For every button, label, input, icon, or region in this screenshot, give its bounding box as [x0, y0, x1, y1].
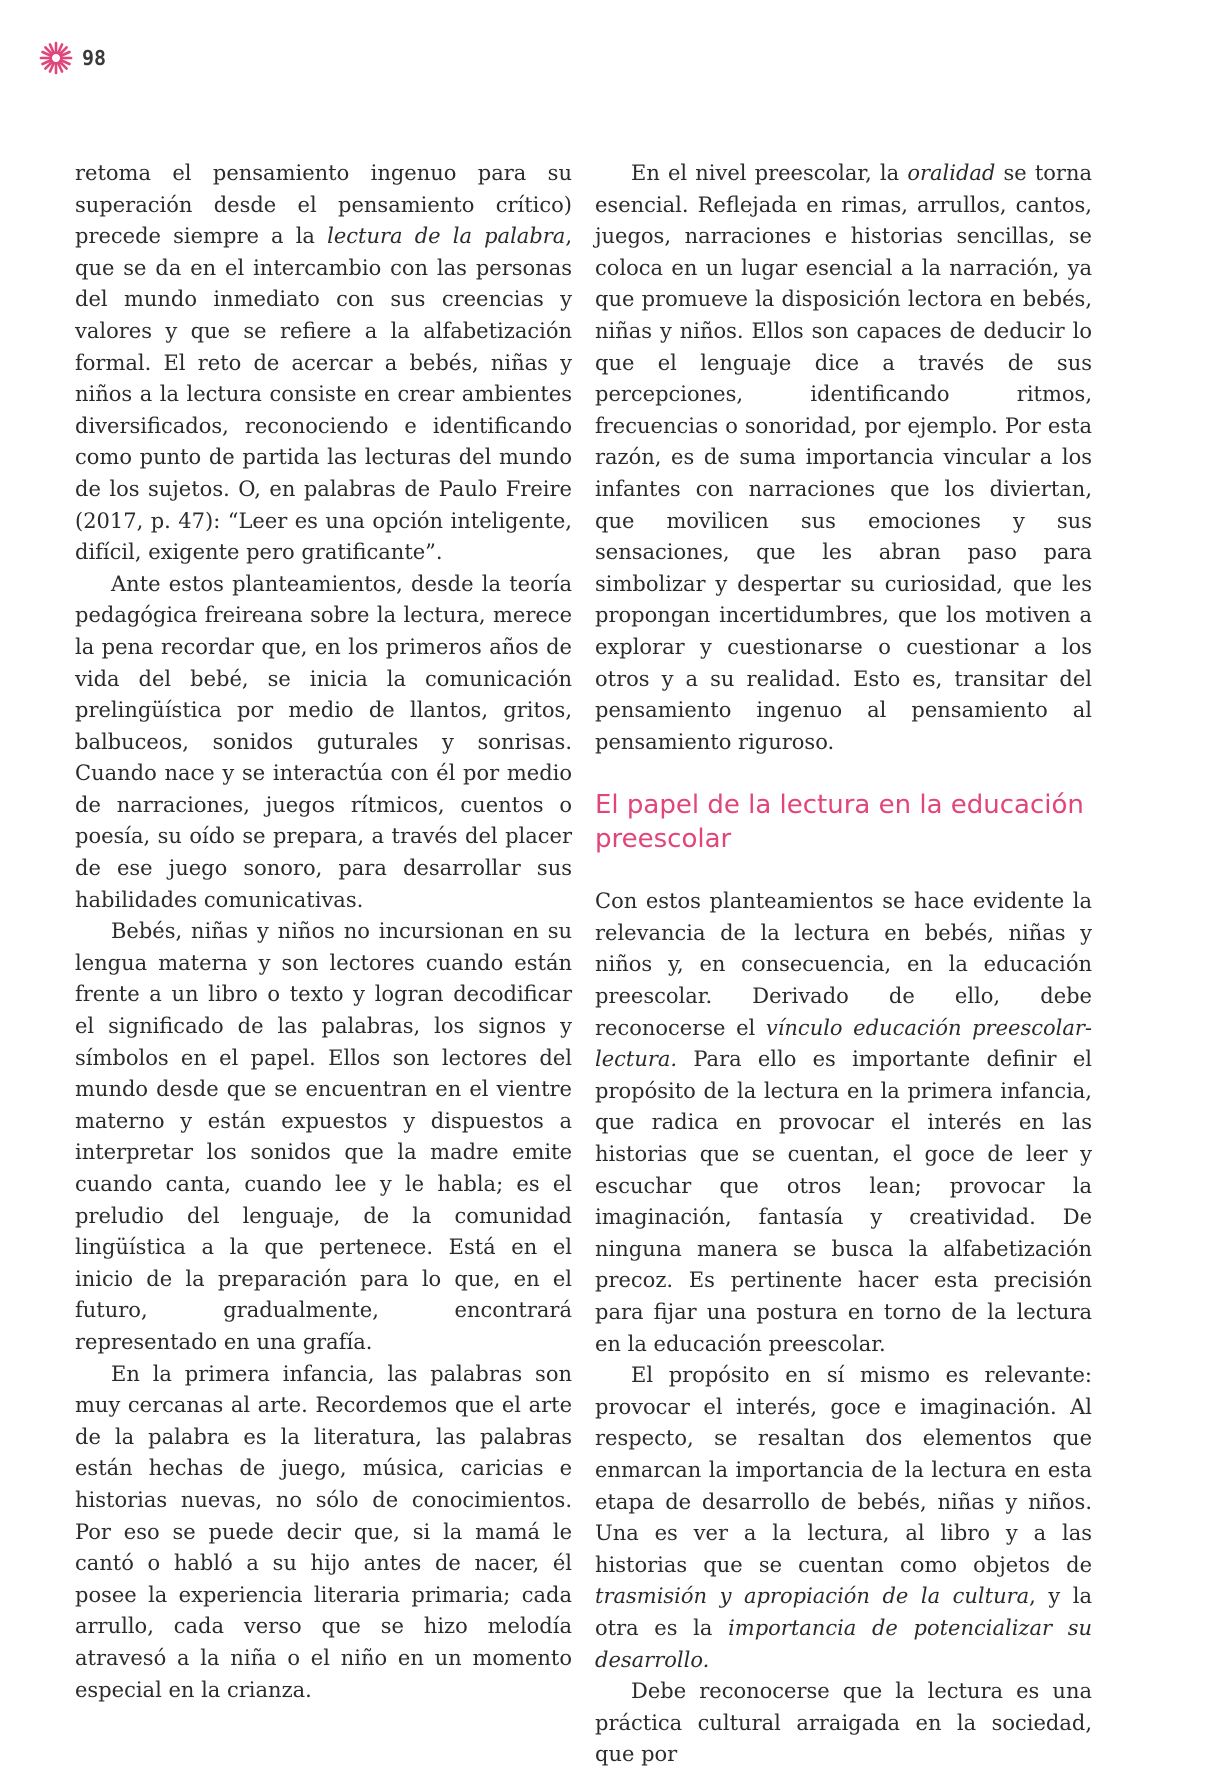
paragraph: Ante estos planteamientos, desde la teoría pedagógica freireana sobre la lectura, merece la pena recordar que, en los primeros años de vida del bebé, se inicia la comunicación prelingüística por medio de llantos, gritos, balbuceos, sonidos guturales y sonrisas. Cuando nace y se interactúa con él por medio de narraciones, juegos rítmicos, cuentos o poesía, su oído se prepara, a través del placer de ese juego sonoro, para desarrollar sus habilidades comunicativas. [75, 571, 572, 912]
emphasis: lectura de la palabra [327, 224, 566, 249]
paragraph: Con estos planteamientos se hace evidente la relevancia de la lectura en bebés, niñas y niños y, en consecuencia, en la educación preescolar. Derivado de ello, debe reconocerse el vínculo educación preescolar-lectura. Para ello es importante definir el propósito de la lectura en la primera infancia, que radica en provocar el interés en las historias que se cuentan, el goce de leer y escuchar que otros lean; provocar la imaginación, fantasía y creatividad. De ninguna manera se busca la alfabetización precoz. Es pertinente hacer esta precisión para fijar una postura en torno de la lectura en la educación preescolar. [595, 889, 1092, 1356]
paragraph: Debe reconocerse que la lectura es una práctica cultural arraigada en la sociedad, que por [595, 1679, 1092, 1767]
emphasis: trasmisión y apropiación de la cultura [595, 1584, 1030, 1609]
paragraph: En el nivel preescolar, la oralidad se torna esencial. Reflejada en rimas, arrullos, cantos, juegos, narraciones e historias sencillas, se coloca en un lugar esencial a la narración, ya que promueve la disposición lectora en bebés, niñas y niños. Ellos son capaces de deducir lo que el lenguaje dice a través de sus percepciones, identificando ritmos, frecuencias o sonoridad, por ejemplo. Por esta razón, es de suma importancia vincular a los infantes con narraciones que los diviertan, que movilicen sus emociones y sus sensaciones, que les abran paso para simbolizar y despertar su curiosidad, que les propongan incertidumbres, que los motiven a explorar y cuestionarse o cuestionar a los otros y a su realidad. Esto es, transitar del pensamiento ingenuo al pensamiento al pensamiento riguroso. [595, 161, 1092, 754]
paragraph: El propósito en sí mismo es relevante: provocar el interés, goce e imaginación. Al respecto, se resaltan dos elementos que enmarcan la importancia de la lectura en esta etapa de desarrollo de bebés, niñas y niños. Una es ver a la lectura, al libro y a las historias que se cuentan como objetos de trasmisión y apropiación de la cultura, y la otra es la importancia de potencializar su desarrollo. [595, 1363, 1093, 1672]
paragraph: Bebés, niñas y niños no incursionan en su lengua materna y son lectores cuando están frente a un libro o texto y logran decodificar el significado de las palabras, los signos y símbolos en el papel. Ellos son lectores del mundo desde que se encuentran en el vientre materno y están expuestos y dispuestos a interpretar los sonidos que la madre emite cuando canta, cuando lee y le habla; es el preludio del lenguaje, de la comunidad lingüística a la que pertenece. Está en el inicio de la preparación para lo que, en el futuro, gradualmente, encontrará representado en una grafía. [75, 919, 572, 1354]
paragraph: En la primera infancia, las palabras son muy cercanas al arte. Recordemos que el arte de la palabra es la literatura, las palabras están hechas de juego, música, caricias e historias nuevas, no sólo de conocimientos. Por eso se puede decir que, si la mamá le cantó o habló a su hijo antes de nacer, él posee la experiencia literaria primaria; cada arrullo, cada verso que se hizo melodía atravesó a la niña o el niño en un momento especial en la crianza. [75, 1361, 572, 1702]
section-heading: El papel de la lectura en la educación preescolar [595, 790, 1084, 855]
right-column [595, 158, 1092, 1771]
emphasis: oralidad [907, 161, 996, 185]
page-header [38, 40, 106, 76]
emphasis: importancia de potencializar su desarrollo. [595, 1615, 1093, 1672]
paragraph: retoma el pensamiento ingenuo para su superación desde el pensamiento crítico) precede siempre a la lectura de la palabra, que se da en el intercambio con las personas del mundo inmediato con sus creencias y valores y que se refiere a la alfabetización formal. El reto de acercar a bebés, niñas y niños a la lectura consiste en crear ambientes diversificados, reconociendo e identificando como punto de partida las lecturas del mundo de los sujetos. O, en palabras de Paulo Freire (2017, p. 47): “Leer es una opción inteligente, difícil, exigente pero gratificante”. [75, 161, 573, 565]
asterisk-flower-icon [38, 40, 74, 76]
page-number: 98 [82, 46, 107, 70]
emphasis: vínculo educación preescolar-lectura. [595, 1015, 1092, 1072]
left-column [75, 158, 572, 1706]
